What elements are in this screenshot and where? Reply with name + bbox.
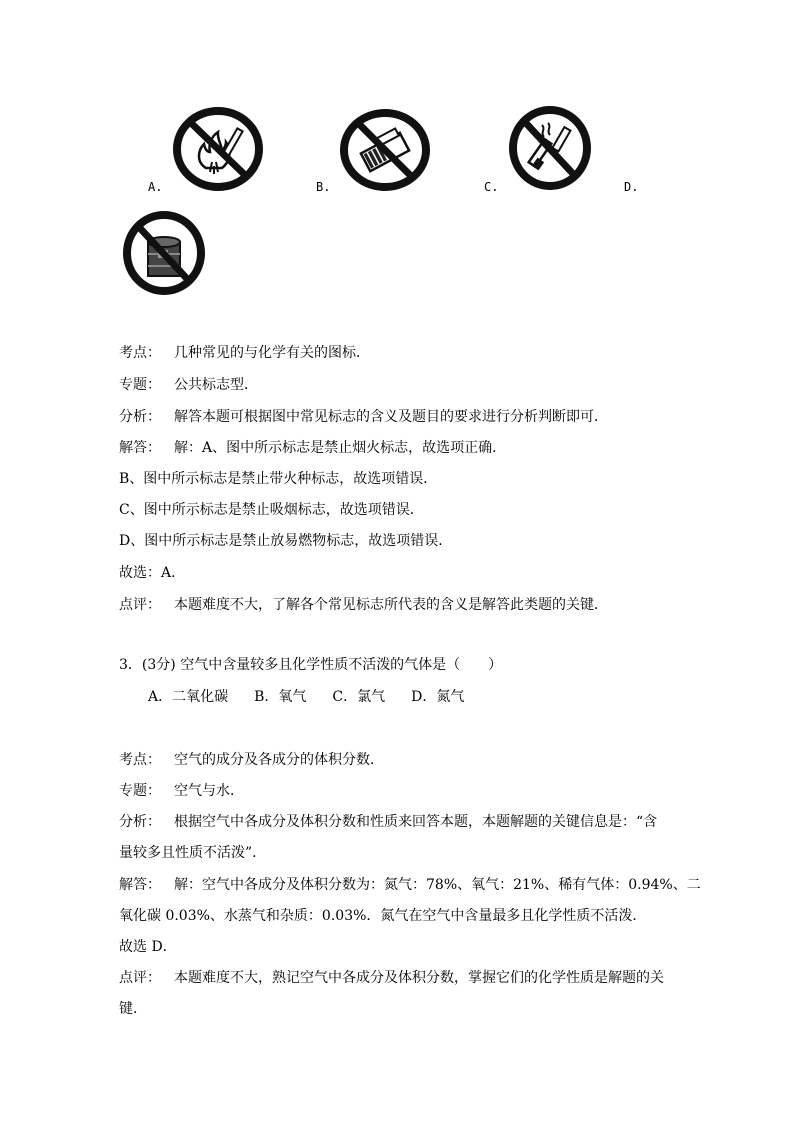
question-3-stem: 3．(3分) 空气中含量较多且化学性质不活泼的气体是（ ） [119, 657, 503, 673]
fenxi-label: 分析： [119, 409, 161, 425]
kaodian-label: 考点： [119, 345, 161, 361]
q3-dianping-continuation: 键． [119, 1001, 147, 1017]
q3-jieda-row [119, 874, 701, 894]
q3-zhuanti-row [119, 780, 244, 800]
zhuanti-label: 专题： [119, 377, 161, 393]
q3-answer-line: 故选 D． [119, 939, 177, 955]
q3-fenxi-text-1: 根据空气中各成分及体积分数和性质来回答本题，本题解题的关键信息是：“含 [174, 814, 658, 830]
dianping-label: 点评： [119, 597, 161, 613]
q3-jieda-label: 解答： [119, 877, 161, 893]
zhuanti-row [119, 374, 258, 394]
jieda-text: 解：A、图中所示标志是禁止烟火标志，故选项正确． [174, 440, 507, 456]
q3-jieda-text-1: 解：空气中各成分及体积分数为：氮气：78%、氧气：21%、稀有气体：0.94%、二 [174, 877, 701, 893]
fenxi-text: 解答本题可根据图中常见标志的含义及题目的要求进行分析判断即可． [174, 409, 608, 425]
option-c-label: C. [484, 180, 499, 194]
no-flammables-icon [122, 210, 206, 296]
answer-line: 故选：A． [119, 565, 186, 581]
q3-fenxi-row [119, 811, 657, 831]
explanation-line-b: B、图中所示标志是禁止带火种标志，故选项错误． [119, 471, 438, 487]
no-smoking-icon [508, 105, 592, 191]
q3-jieda-continuation: 氧化碳 0.03%、水蒸气和杂质：0.03%．氮气在空气中含量最多且化学性质不活泼． [119, 908, 647, 924]
jieda-row [119, 437, 506, 457]
choice-c: C．氯气 [332, 689, 386, 705]
q3-kaodian-text: 空气的成分及各成分的体积分数． [174, 752, 384, 768]
option-d-label: D. [624, 180, 639, 194]
fenxi-row [119, 406, 608, 426]
option-a-label: A. [148, 180, 163, 194]
zhuanti-text: 公共标志型． [174, 377, 258, 393]
jieda-label: 解答： [119, 440, 161, 456]
kaodian-text: 几种常见的与化学有关的图标． [174, 345, 370, 361]
question-3-choices [148, 686, 490, 706]
q3-zhuanti-label: 专题： [119, 783, 161, 799]
dianping-text: 本题难度不大，了解各个常见标志所代表的含义是解答此类题的关键． [174, 597, 608, 613]
explanation-line-d: D、图中所示标志是禁止放易燃物标志，故选项错误． [119, 533, 453, 549]
q3-dianping-label: 点评： [119, 970, 161, 986]
no-matches-icon [339, 108, 431, 192]
q3-dianping-row [119, 967, 664, 987]
kaodian-row [119, 342, 370, 362]
choice-a: A．二氧化碳 [148, 689, 229, 705]
no-fire-icon [172, 106, 264, 192]
q3-zhuanti-text: 空气与水． [174, 783, 244, 799]
dianping-row [119, 594, 608, 614]
choice-d: D．氮气 [411, 689, 465, 705]
q3-fenxi-label: 分析： [119, 814, 161, 830]
choice-b: B．氧气 [254, 689, 307, 705]
q3-dianping-text-1: 本题难度不大，熟记空气中各成分及体积分数，掌握它们的化学性质是解题的关 [174, 970, 664, 986]
q3-kaodian-label: 考点： [119, 752, 161, 768]
q3-fenxi-continuation: 量较多且性质不活泼”． [119, 845, 267, 861]
explanation-line-c: C、图中所示标志是禁止吸烟标志，故选项错误． [119, 502, 424, 518]
q3-kaodian-row [119, 749, 384, 769]
option-b-label: B. [316, 180, 331, 194]
